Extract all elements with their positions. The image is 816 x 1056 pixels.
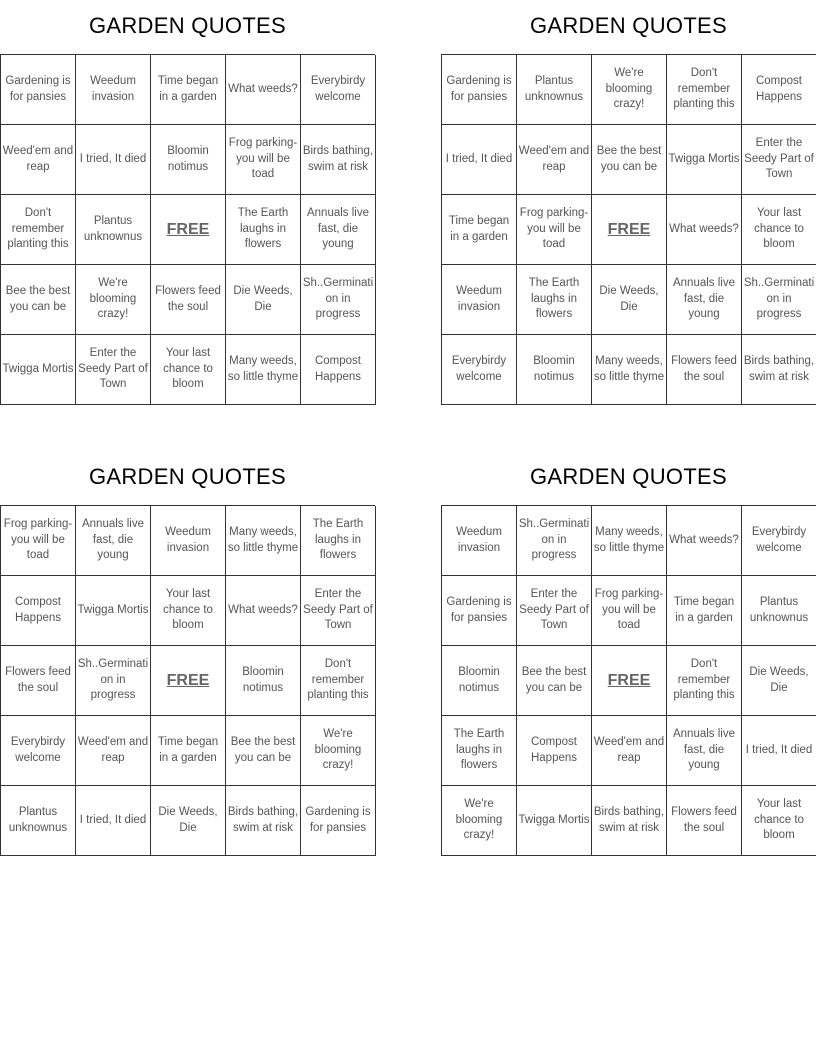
free-space-cell: FREE [151, 195, 226, 265]
bingo-cell: I tried, It died [76, 786, 151, 856]
bingo-cell: Birds bathing, swim at risk [592, 786, 667, 856]
bingo-cell: Bee the best you can be [226, 716, 301, 786]
bingo-grid [0, 54, 375, 405]
bingo-cell: Die Weeds, Die [742, 646, 816, 716]
bingo-cell: We're blooming crazy! [301, 716, 376, 786]
bingo-cell: Sh..Germinati on in progress [301, 265, 376, 335]
bingo-cell: Everybirdy welcome [442, 335, 517, 405]
bingo-cell: What weeds? [226, 55, 301, 125]
bingo-cell: Weedum invasion [76, 55, 151, 125]
bingo-cell: Everybirdy welcome [742, 506, 816, 576]
bingo-cell: Frog parking- you will be toad [226, 125, 301, 195]
bingo-cell: Gardening is for pansies [1, 55, 76, 125]
bingo-cell: Weedum invasion [151, 506, 226, 576]
bingo-cell: Compost Happens [517, 716, 592, 786]
bingo-cell: Plantus unknownus [742, 576, 816, 646]
bingo-cell: Die Weeds, Die [226, 265, 301, 335]
bingo-cell: I tried, It died [76, 125, 151, 195]
bingo-cell: Plantus unknownus [517, 55, 592, 125]
bingo-cell: Annuals live fast, die young [667, 716, 742, 786]
card-title: GARDEN QUOTES [529, 13, 728, 38]
bingo-cell: Your last chance to bloom [742, 195, 816, 265]
bingo-cell: The Earth laughs in flowers [517, 265, 592, 335]
bingo-cell: What weeds? [667, 195, 742, 265]
bingo-cell: Bloomin notimus [151, 125, 226, 195]
bingo-cell: Annuals live fast, die young [76, 506, 151, 576]
bingo-cell: We're blooming crazy! [76, 265, 151, 335]
bingo-cell: Time began in a garden [151, 55, 226, 125]
bingo-cell: Bloomin notimus [226, 646, 301, 716]
bingo-cell: Weed'em and reap [1, 125, 76, 195]
bingo-cell: Flowers feed the soul [151, 265, 226, 335]
bingo-card-3 [0, 451, 375, 856]
bingo-cell: Your last chance to bloom [151, 335, 226, 405]
bingo-cell: Flowers feed the soul [667, 335, 742, 405]
bingo-cell: Annuals live fast, die young [667, 265, 742, 335]
bingo-cell: Sh..Germinati on in progress [517, 506, 592, 576]
bingo-cell: Don't remember planting this [301, 646, 376, 716]
bingo-cell: Gardening is for pansies [442, 55, 517, 125]
bingo-cell: Annuals live fast, die young [301, 195, 376, 265]
bingo-cell: The Earth laughs in flowers [226, 195, 301, 265]
bingo-cell: Don't remember planting this [667, 646, 742, 716]
card-title: GARDEN QUOTES [529, 464, 728, 489]
bingo-cell: Frog parking- you will be toad [592, 576, 667, 646]
bingo-cell: Bee the best you can be [1, 265, 76, 335]
bingo-cell: Compost Happens [742, 55, 816, 125]
bingo-cell: Compost Happens [1, 576, 76, 646]
bingo-cell: Sh..Germinati on in progress [76, 646, 151, 716]
bingo-cell: Compost Happens [301, 335, 376, 405]
bingo-cell: Plantus unknownus [1, 786, 76, 856]
bingo-cell: Enter the Seedy Part of Town [301, 576, 376, 646]
bingo-cell: Your last chance to bloom [151, 576, 226, 646]
bingo-cell: The Earth laughs in flowers [442, 716, 517, 786]
bingo-cell: Twigga Mortis [1, 335, 76, 405]
bingo-cell: Everybirdy welcome [1, 716, 76, 786]
bingo-cell: Birds bathing, swim at risk [226, 786, 301, 856]
bingo-cell: Your last chance to bloom [742, 786, 816, 856]
bingo-cell: Gardening is for pansies [442, 576, 517, 646]
bingo-card-2 [441, 0, 816, 405]
bingo-grid [441, 54, 816, 405]
bingo-cell: Frog parking- you will be toad [517, 195, 592, 265]
bingo-cell: Frog parking- you will be toad [1, 506, 76, 576]
bingo-cell: Many weeds, so little thyme [592, 506, 667, 576]
bingo-cell: Twigga Mortis [667, 125, 742, 195]
bingo-cell: Weedum invasion [442, 506, 517, 576]
bingo-cell: Bloomin notimus [442, 646, 517, 716]
card-title: GARDEN QUOTES [88, 13, 287, 38]
bingo-cell: Bloomin notimus [517, 335, 592, 405]
bingo-grid [0, 505, 375, 856]
bingo-cell: Don't remember planting this [667, 55, 742, 125]
bingo-card-4 [441, 451, 816, 856]
free-space-cell: FREE [151, 646, 226, 716]
bingo-cell: Time began in a garden [151, 716, 226, 786]
bingo-cell: Everybirdy welcome [301, 55, 376, 125]
free-space-cell: FREE [592, 195, 667, 265]
bingo-cell: Plantus unknownus [76, 195, 151, 265]
bingo-cell: Birds bathing, swim at risk [742, 335, 816, 405]
bingo-cell: Many weeds, so little thyme [226, 335, 301, 405]
bingo-cell: Many weeds, so little thyme [226, 506, 301, 576]
bingo-cell: What weeds? [226, 576, 301, 646]
bingo-cell: I tried, It died [442, 125, 517, 195]
bingo-card-1 [0, 0, 375, 405]
bingo-cell: Many weeds, so little thyme [592, 335, 667, 405]
bingo-cell: Bee the best you can be [517, 646, 592, 716]
bingo-cell: Weed'em and reap [592, 716, 667, 786]
bingo-cell: We're blooming crazy! [442, 786, 517, 856]
bingo-cell: Time began in a garden [667, 576, 742, 646]
bingo-cell: Enter the Seedy Part of Town [517, 576, 592, 646]
bingo-cell: Flowers feed the soul [1, 646, 76, 716]
free-space-cell: FREE [592, 646, 667, 716]
bingo-cell: Gardening is for pansies [301, 786, 376, 856]
bingo-cell: Die Weeds, Die [592, 265, 667, 335]
bingo-cell: Flowers feed the soul [667, 786, 742, 856]
bingo-cell: Weed'em and reap [76, 716, 151, 786]
bingo-cell: Twigga Mortis [76, 576, 151, 646]
bingo-cell: What weeds? [667, 506, 742, 576]
bingo-grid [441, 505, 816, 856]
bingo-cell: Enter the Seedy Part of Town [742, 125, 816, 195]
bingo-cell: Weedum invasion [442, 265, 517, 335]
bingo-cell: Twigga Mortis [517, 786, 592, 856]
bingo-cell: We're blooming crazy! [592, 55, 667, 125]
bingo-cell: Bee the best you can be [592, 125, 667, 195]
bingo-cell: Birds bathing, swim at risk [301, 125, 376, 195]
bingo-cell: Don't remember planting this [1, 195, 76, 265]
bingo-cell: The Earth laughs in flowers [301, 506, 376, 576]
bingo-cell: Die Weeds, Die [151, 786, 226, 856]
bingo-cell: Enter the Seedy Part of Town [76, 335, 151, 405]
card-title: GARDEN QUOTES [88, 464, 287, 489]
bingo-cell: Weed'em and reap [517, 125, 592, 195]
bingo-cell: I tried, It died [742, 716, 816, 786]
bingo-cell: Time began in a garden [442, 195, 517, 265]
bingo-cell: Sh..Germinati on in progress [742, 265, 816, 335]
